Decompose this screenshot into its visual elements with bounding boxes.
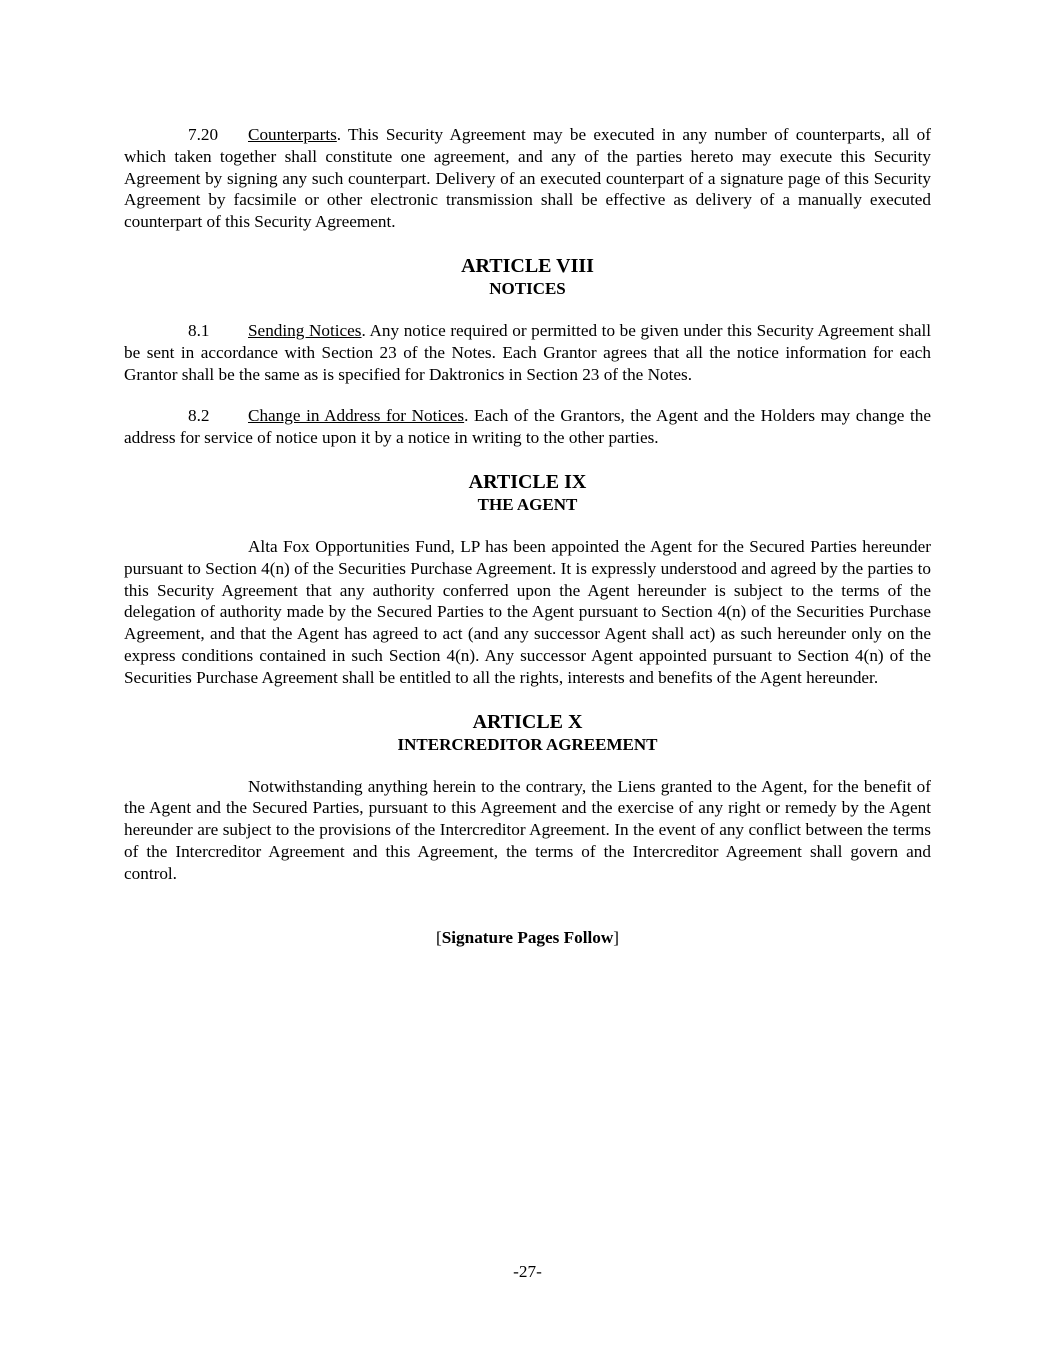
article-9-subtitle: THE AGENT xyxy=(477,494,578,514)
page-number: -27- xyxy=(513,1262,542,1281)
bracket-close: ] xyxy=(613,927,620,947)
signature-pages-text: Signature Pages Follow xyxy=(441,927,614,947)
signature-pages-note xyxy=(124,927,931,949)
article-9-paragraph: Alta Fox Opportunities Fund, LP has been appointed the Agent for the Secured Parties hereunder pursuant to Section 4(n) of the Securities Purchase Agreement. It is expressly understood and agreed by the parties to this Security Agreement that any authority conferred upon the Agent hereunder is subject to the terms of the delegation of authority made by the Secured Parties to the Agent pursuant to Section 4(n) of the Securities Purchase Agreement, and that the Agent has agreed to act (and any successor Agent shall act) as such hereunder only on the express conditions contained in such Section 4(n). Any successor Agent appointed pursuant to Section 4(n) of the Securities Purchase Agreement shall be entitled to all the rights, interests and benefits of the Agent hereunder. xyxy=(124,536,931,687)
document-body xyxy=(124,124,931,948)
article-8-subtitle: NOTICES xyxy=(489,278,566,298)
bracket-open: [ xyxy=(435,927,442,947)
section-number: 8.1 xyxy=(188,320,210,340)
article-10-title: ARTICLE X xyxy=(472,710,583,733)
article-9-title: ARTICLE IX xyxy=(468,470,587,493)
section-8-1 xyxy=(124,320,931,385)
section-7-20 xyxy=(124,124,931,233)
section-text: . This Security Agreement may be executed in any number of counterparts, all of which taken together shall constitute one agreement, and any of the parties hereto may execute this Security Agreement by signing any such counterpart. Delivery of an executed counterpart of a signature page of this Security Agreement by facsimile or other electronic transmission shall be effective as delivery of a manually executed counterpart of this Security Agreement. xyxy=(124,125,931,232)
section-number: 7.20 xyxy=(188,125,219,144)
article-10-paragraph: Notwithstanding anything herein to the contrary, the Liens granted to the Agent, for the benefit of the Agent and the Secured Parties, pursuant to this Agreement and the exercise of any right or remedy by the Agent hereunder are subject to the provisions of the Intercreditor Agreement. In the event of any conflict between the terms of the Intercreditor Agreement and this Agreement, the terms of the Intercreditor Agreement shall govern and control. xyxy=(124,776,931,883)
section-8-2 xyxy=(124,405,931,449)
section-text: . Each of the Grantors, the Agent and the Holders may change the address for service of notice upon it by a notice in writing to the other parties. xyxy=(124,406,932,448)
section-text: . Any notice required or permitted to be given under this Security Agreement shall be sent in accordance with Section 23 of the Notes. Each Grantor agrees that all the notice information for each Grantor shall be the same as is specified for Daktronics in Section 23 of the Notes. xyxy=(124,320,931,384)
section-heading: Sending Notices xyxy=(248,320,362,340)
section-heading: Counterparts xyxy=(248,125,337,144)
section-heading: Change in Address for Notices xyxy=(248,406,465,426)
section-number: 8.2 xyxy=(188,406,210,426)
article-8-title: ARTICLE VIII xyxy=(461,254,594,277)
article-10-subtitle: INTERCREDITOR AGREEMENT xyxy=(397,734,658,754)
